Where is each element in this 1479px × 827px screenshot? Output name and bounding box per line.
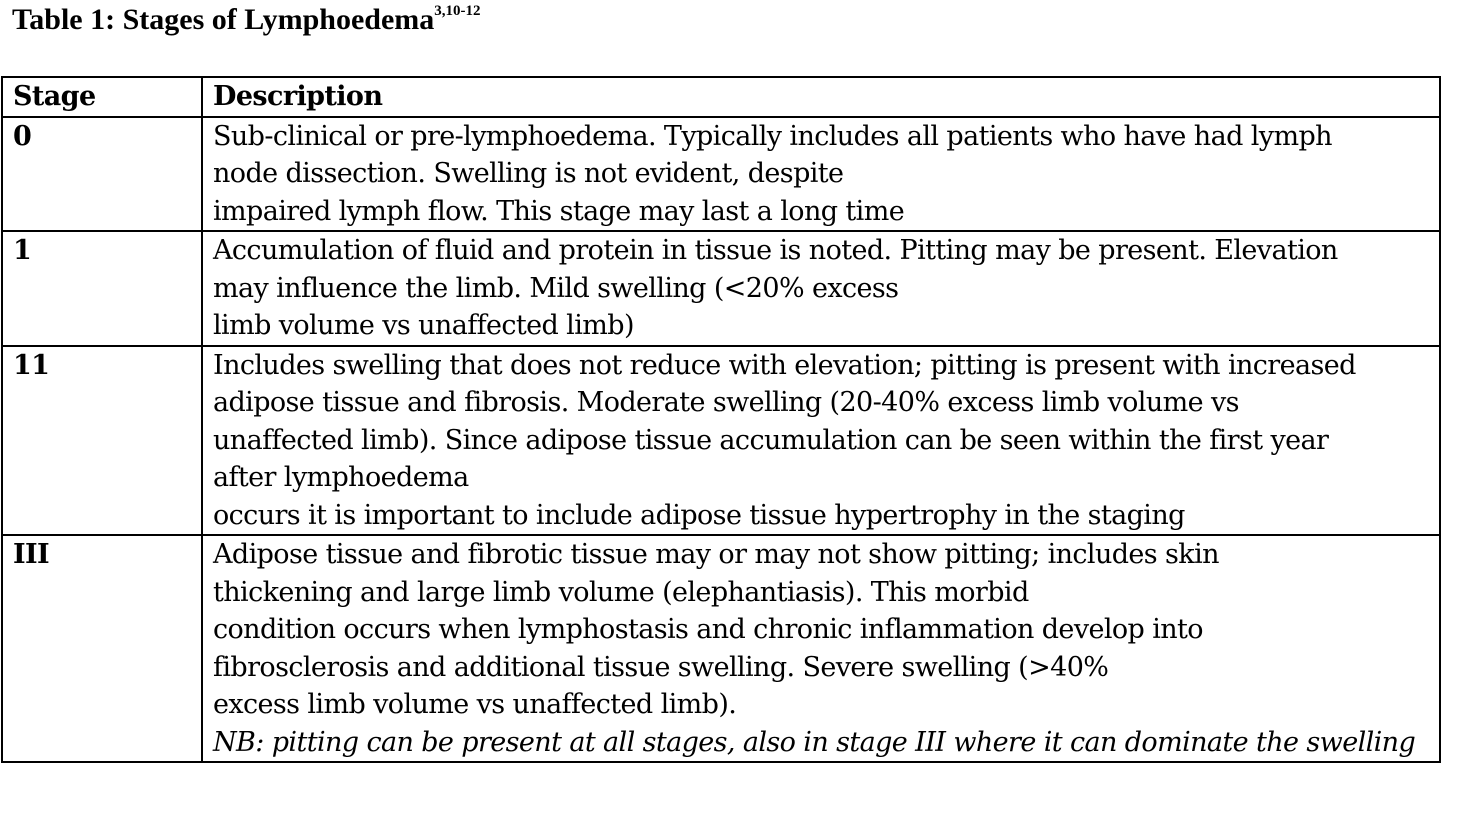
header-stage: Stage — [2, 77, 202, 117]
description-line: Adipose tissue and fibrotic tissue may or may not show pitting; includes skin — [213, 539, 1219, 570]
description-cell — [202, 535, 1440, 762]
header-row — [2, 77, 1440, 117]
table-row — [2, 231, 1440, 346]
table-title-references: 3,10-12 — [434, 3, 481, 19]
description-note: NB: pitting can be present at all stages, also in stage III where it can dominate the swelling — [213, 726, 1416, 758]
description-cell — [202, 117, 1440, 232]
description-line: excess limb volume vs unaffected limb). — [213, 689, 737, 720]
stage-cell: 0 — [2, 117, 202, 232]
description-line: thickening and large limb volume (elephantiasis). This morbid — [213, 576, 1029, 608]
table-title — [12, 2, 481, 38]
description-line: may influence the limb. Mild swelling (<20% excess — [213, 272, 899, 304]
description-line: node dissection. Swelling is not evident, despite — [213, 158, 844, 189]
description-cell — [202, 231, 1440, 346]
description-line: Includes swelling that does not reduce with elevation; pitting is present with increased — [213, 349, 1356, 381]
description-line: Sub-clinical or pre-lymphoedema. Typically includes all patients who have had lymph — [213, 120, 1332, 152]
header-description: Description — [202, 77, 1440, 117]
lymphoedema-stages-table — [1, 76, 1441, 763]
description-cell — [202, 346, 1440, 536]
description-line: limb volume vs unaffected limb) — [213, 310, 634, 341]
description-line: unaffected limb). Since adipose tissue accumulation can be seen within the first year — [213, 424, 1329, 456]
description-line: fibrosclerosis and additional tissue swelling. Severe swelling (>40% — [213, 651, 1109, 683]
description-line: Accumulation of fluid and protein in tissue is noted. Pitting may be present. Elevation — [213, 235, 1338, 266]
description-line: condition occurs when lymphostasis and chronic inflammation develop into — [213, 614, 1203, 645]
table-row — [2, 535, 1440, 762]
description-line: occurs it is important to include adipose tissue hypertrophy in the staging — [213, 499, 1185, 531]
table-row — [2, 117, 1440, 232]
description-line: adipose tissue and fibrosis. Moderate swelling (20-40% excess limb volume vs — [213, 387, 1239, 418]
stage-cell: 11 — [2, 346, 202, 536]
table-title-text: Table 1: Stages of Lymphoedema — [12, 3, 435, 36]
description-line: impaired lymph flow. This stage may last a long time — [213, 195, 905, 227]
stage-cell: 1 — [2, 231, 202, 346]
table-row — [2, 346, 1440, 536]
description-line: after lymphoedema — [213, 462, 469, 493]
stage-cell: III — [2, 535, 202, 762]
